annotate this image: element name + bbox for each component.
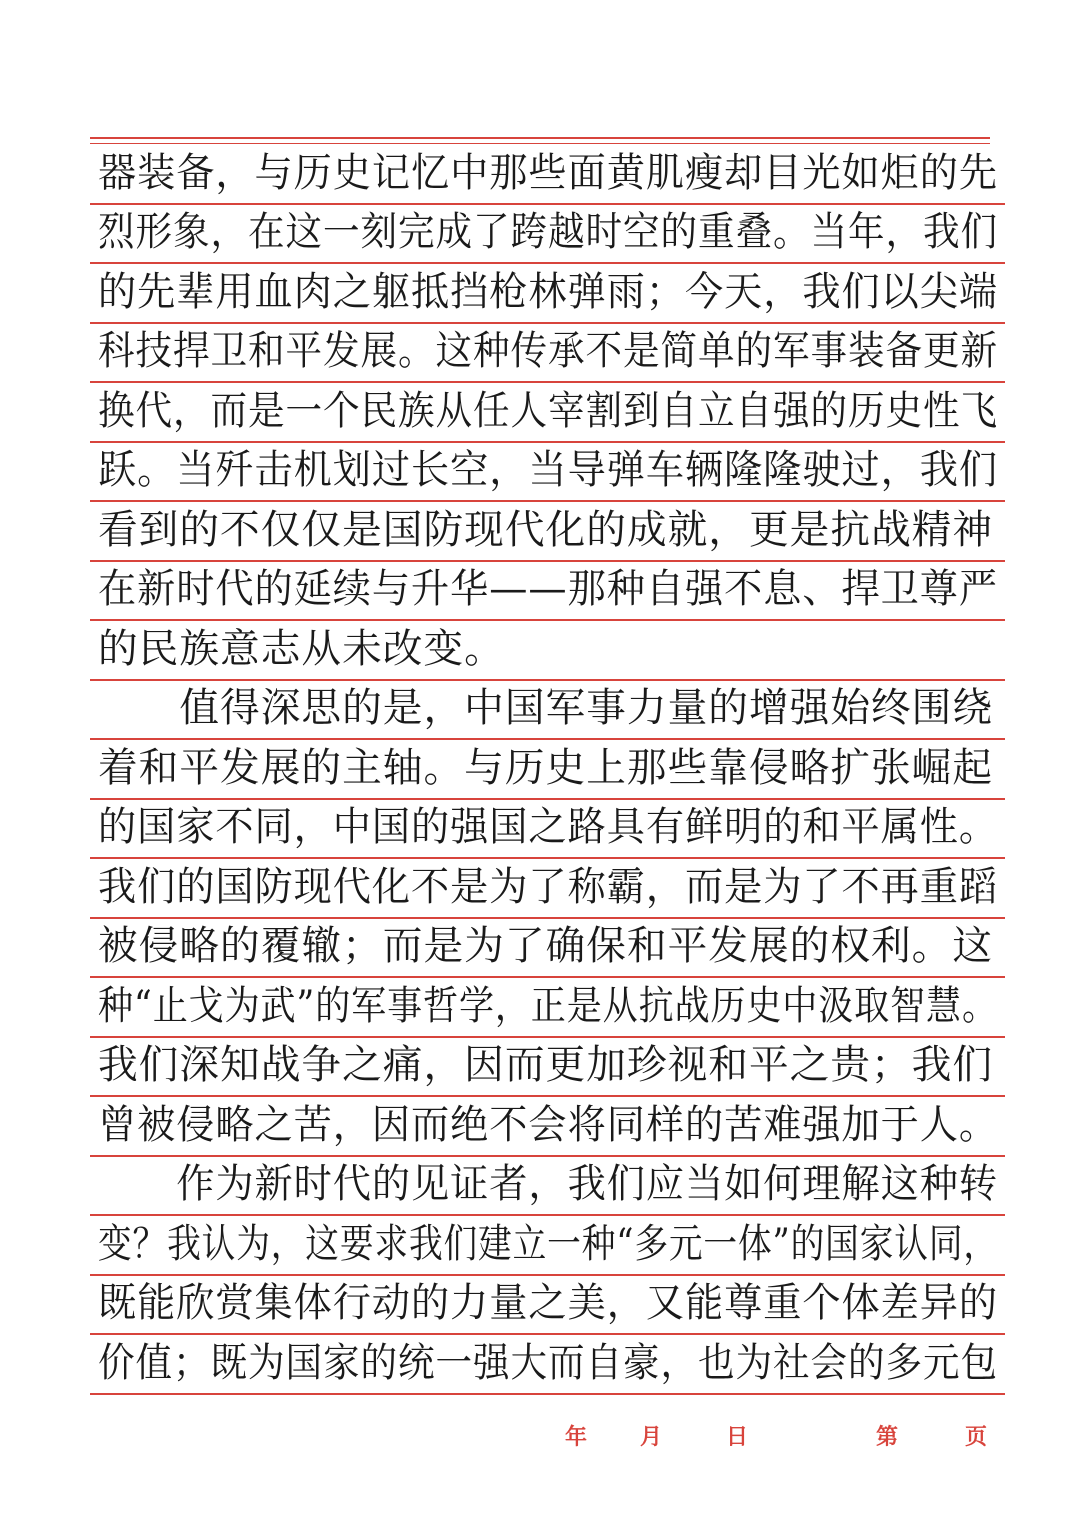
line-text: 被侵略的覆辙；而是为了确保和平发展的权利。这: [98, 923, 994, 969]
line-text: 曾被侵略之苦，因而绝不会将同样的苦难强加于人。: [98, 1101, 998, 1148]
text-line: [90, 205, 1005, 265]
line-text: 器装备，与历史记忆中那些面黄肌瘦却目光如炬的先: [98, 149, 998, 196]
text-line: [90, 324, 1005, 384]
line-text: 我们的国防现代化不是为了称霸，而是为了不再重蹈: [98, 863, 998, 910]
text-line: [90, 383, 1005, 443]
line-text: 着和平发展的主轴。与历史上那些靠侵略扩张崛起: [98, 744, 994, 791]
text-line: [90, 1335, 1005, 1395]
text-line: [90, 1216, 1005, 1276]
footer-page-suffix: 页: [965, 1425, 988, 1450]
line-text: 的国家不同，中国的强国之路具有鲜明的和平属性。: [98, 804, 998, 850]
page-footer: [0, 1420, 1080, 1460]
text-line: [90, 264, 1005, 324]
text-line: [90, 621, 1005, 681]
footer-month-label: 月: [640, 1425, 663, 1450]
line-text: 值得深思的是，中国军事力量的增强始终围绕: [98, 685, 994, 731]
top-margin-rule: [90, 137, 990, 144]
handwritten-text-block: [90, 145, 1005, 1395]
line-text: 种“止戈为武”的军事哲学，正是从抗战历史中汲取智慧。: [98, 982, 998, 1029]
line-text: 科技捍卫和平发展。这种传承不是简单的军事装备更新: [98, 328, 998, 374]
line-text: 价值；既为国家的统一强大而自豪，也为社会的多元包: [98, 1339, 998, 1386]
text-line: [90, 919, 1005, 979]
text-line: [90, 1038, 1005, 1098]
line-text: 的民族意志从未改变。: [98, 625, 505, 672]
text-line: [90, 681, 1005, 741]
footer-page-prefix: 第: [876, 1425, 899, 1450]
text-line: [90, 1097, 1005, 1157]
line-text: 在新时代的延续与升华——那种自强不息、捍卫尊严: [98, 566, 998, 612]
text-line: [90, 740, 1005, 800]
line-text: 看到的不仅仅是国防现代化的成就，更是抗战精神: [98, 506, 994, 553]
footer-day-label: 日: [726, 1425, 749, 1450]
text-line: [90, 800, 1005, 860]
line-text: 换代，而是一个民族从任人宰割到自立自强的历史性飞: [98, 387, 998, 434]
text-line: [90, 145, 1005, 205]
line-text: 跃。当歼击机划过长空，当导弹车辆隆隆驶过，我们: [98, 447, 998, 493]
line-text: 作为新时代的见证者，我们应当如何理解这种转: [98, 1161, 998, 1207]
text-line: [90, 859, 1005, 919]
text-line: [90, 1157, 1005, 1217]
line-text: 变？我认为，这要求我们建立一种“多元一体”的国家认同，: [98, 1220, 998, 1267]
text-line: [90, 443, 1005, 503]
line-text: 的先辈用血肉之躯抵挡枪林弹雨；今天，我们以尖端: [98, 268, 998, 315]
footer-year-label: 年: [565, 1425, 588, 1450]
line-text: 既能欣赏集体行动的力量之美，又能尊重个体差异的: [98, 1280, 998, 1326]
text-line: [90, 978, 1005, 1038]
text-line: [90, 502, 1005, 562]
text-line: [90, 1276, 1005, 1336]
line-text: 我们深知战争之痛，因而更加珍视和平之贵；我们: [98, 1042, 994, 1088]
text-line: [90, 562, 1005, 622]
line-text: 烈形象，在这一刻完成了跨越时空的重叠。当年，我们: [98, 209, 998, 255]
